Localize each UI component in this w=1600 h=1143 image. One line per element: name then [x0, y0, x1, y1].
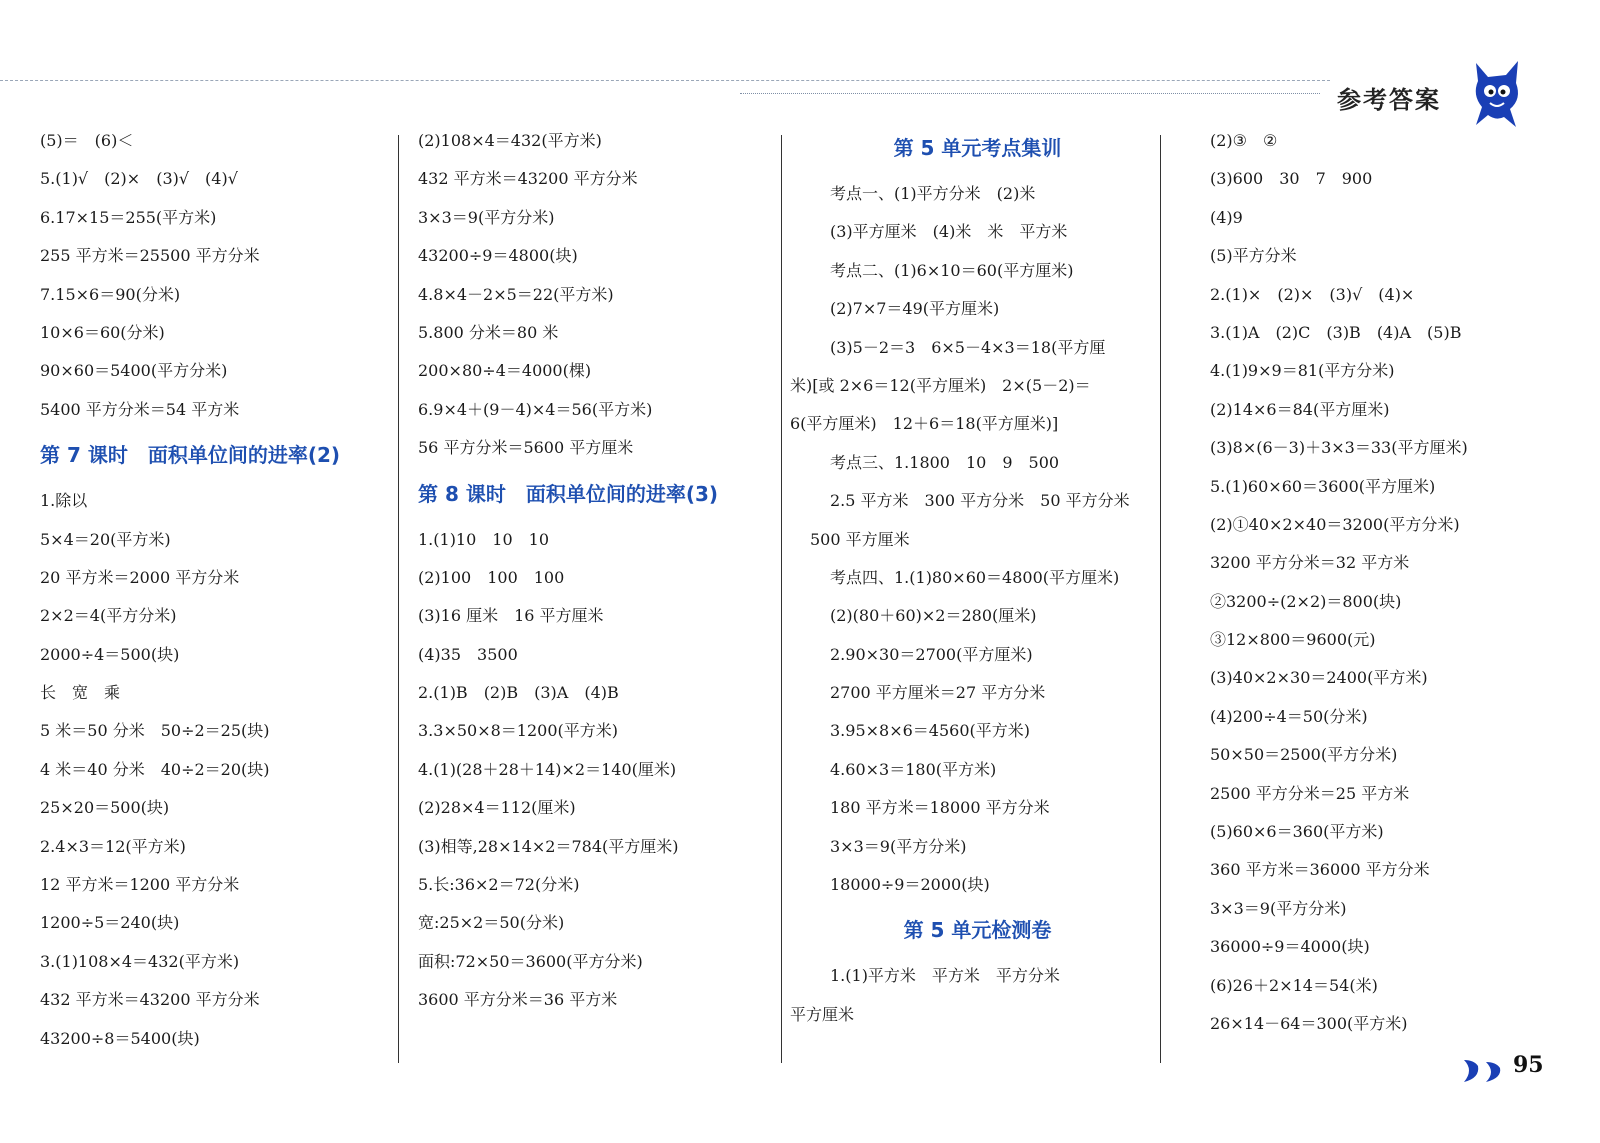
answer-line: 2.4×3＝12(平方米)	[40, 836, 186, 856]
answer-line: (2)100 100 100	[418, 567, 565, 587]
answer-line: 18000÷9＝2000(块)	[830, 875, 990, 895]
header-title: 参考答案	[1337, 86, 1441, 114]
answer-line: (2)14×6＝84(平方厘米)	[1210, 399, 1390, 419]
answer-line: 50×50＝2500(平方分米)	[1210, 745, 1398, 765]
answer-line: 255 平方米＝25500 平方分米	[40, 246, 260, 266]
answer-line: 3600 平方分米＝36 平方米	[418, 990, 618, 1010]
answer-line: 5 米＝50 分米 50÷2＝25(块)	[40, 721, 270, 741]
answer-line: 4.(1)(28＋28＋14)×2＝140(厘米)	[418, 759, 677, 779]
answer-line: 3×3＝9(平方分米)	[830, 836, 967, 856]
answer-line: 10×6＝60(分米)	[40, 322, 165, 342]
answer-line: ②3200÷(2×2)＝800(块)	[1210, 591, 1402, 611]
answer-line: 平方厘米	[790, 1004, 855, 1024]
answer-line: (2)(80＋60)×2＝280(厘米)	[830, 606, 1037, 626]
answer-line: 2.5 平方米 300 平方分米 50 平方分米	[830, 491, 1130, 511]
answer-line: ③12×800＝9600(元)	[1210, 630, 1376, 650]
answer-line: 2×2＝4(平方分米)	[40, 606, 177, 626]
answer-line: 56 平方分米＝5600 平方厘米	[418, 438, 634, 458]
answer-line: (3)16 厘米 16 平方厘米	[418, 606, 604, 626]
answer-line: 3×3＝9(平方分米)	[418, 207, 555, 227]
answer-line: 3.(1)108×4＝432(平方米)	[40, 951, 240, 971]
answer-line: 360 平方米＝36000 平方分米	[1210, 860, 1430, 880]
answer-line: (4)200÷4＝50(分米)	[1210, 706, 1368, 726]
answer-line: 2.90×30＝2700(平方厘米)	[830, 644, 1033, 664]
answer-line: 5400 平方分米＝54 平方米	[40, 399, 240, 419]
answer-line: (3)5－2＝3 6×5－4×3＝18(平方厘	[830, 337, 1106, 357]
answer-line: (2)③ ②	[1210, 131, 1278, 150]
answer-line: 面积:72×50＝3600(平方分米)	[418, 951, 643, 971]
answer-line: (5)＝ (6)＜	[40, 131, 134, 150]
answer-line: 4.60×3＝180(平方米)	[830, 759, 997, 779]
cartoon-mascot-icon	[1466, 55, 1528, 129]
answer-line: 2500 平方分米＝25 平方米	[1210, 783, 1410, 803]
answer-line: 考点三、1.1800 10 9 500	[830, 452, 1060, 472]
answer-line: (5)60×6＝360(平方米)	[1210, 822, 1384, 842]
answer-line: 宽:25×2＝50(分米)	[418, 913, 565, 933]
section-heading: 第 5 单元考点集训	[893, 136, 1062, 160]
answer-line: 20 平方米＝2000 平方分米	[40, 567, 240, 587]
answer-line: 3200 平方分米＝32 平方米	[1210, 553, 1410, 573]
answer-line: 43200÷8＝5400(块)	[40, 1028, 200, 1048]
answer-line: 26×14－64＝300(平方米)	[1210, 1013, 1408, 1033]
answer-line: 6.9×4＋(9－4)×4＝56(平方米)	[418, 399, 653, 419]
answer-line: 6.17×15＝255(平方米)	[40, 207, 217, 227]
answer-line: 考点一、(1)平方分米 (2)米	[830, 184, 1036, 203]
answer-line: (2)①40×2×40＝3200(平方分米)	[1210, 514, 1460, 534]
answer-line: 90×60＝5400(平方分米)	[40, 361, 228, 381]
answer-line: 25×20＝500(块)	[40, 798, 170, 818]
answer-line: 4.8×4－2×5＝22(平方米)	[418, 284, 614, 304]
column-1	[40, 122, 390, 1058]
answer-line: 12 平方米＝1200 平方分米	[40, 875, 240, 895]
answer-line: (3)40×2×30＝2400(平方米)	[1210, 668, 1428, 688]
answer-line: (3)8×(6－3)＋3×3＝33(平方厘米)	[1210, 438, 1468, 458]
answer-line: (3)600 30 7 900	[1210, 169, 1373, 189]
crescent-moons-icon	[1458, 1056, 1506, 1086]
column-4	[1210, 122, 1565, 1043]
answer-line: (2)7×7＝49(平方厘米)	[830, 299, 1000, 319]
section-heading: 第 8 课时 面积单位间的进率(3)	[418, 481, 719, 506]
answer-line: 1.(1)平方米 平方米 平方分米	[830, 966, 1060, 986]
answer-line: 432 平方米＝43200 平方分米	[418, 169, 638, 189]
answer-line: 1.除以	[40, 491, 88, 511]
answer-line: (3)相等,28×14×2＝784(平方厘米)	[418, 836, 679, 856]
answer-line: 2700 平方厘米＝27 平方分米	[830, 683, 1046, 703]
column-divider-1	[398, 135, 399, 1063]
column-divider-3	[1160, 135, 1161, 1063]
answer-line: (5)平方分米	[1210, 246, 1297, 266]
header-dashed-line	[0, 80, 1330, 81]
answer-line: 米)[或 2×6＝12(平方厘米) 2×(5－2)＝	[790, 375, 1091, 395]
page-number: 95	[1513, 1052, 1544, 1078]
answer-line: 3.95×8×6＝4560(平方米)	[830, 721, 1031, 741]
answer-line: 考点四、1.(1)80×60＝4800(平方厘米)	[830, 567, 1120, 587]
answer-line: 7.15×6＝90(分米)	[40, 284, 181, 304]
answer-line: 180 平方米＝18000 平方分米	[830, 798, 1050, 818]
section-heading: 第 5 单元检测卷	[903, 918, 1052, 943]
header-dotted-line	[740, 93, 1320, 94]
answer-line: 2000÷4＝500(块)	[40, 644, 180, 664]
section-heading: 第 7 课时 面积单位间的进率(2)	[40, 443, 341, 468]
answer-line: (4)9	[1210, 207, 1243, 227]
answer-line: 5.(1)√ (2)× (3)√ (4)√	[40, 169, 238, 189]
answer-line: (2)108×4＝432(平方米)	[418, 131, 602, 150]
answer-line: 5.长:36×2＝72(分米)	[418, 875, 580, 895]
answer-line: 3×3＝9(平方分米)	[1210, 898, 1347, 918]
column-divider-2	[781, 135, 782, 1063]
answer-line: 36000÷9＝4000(块)	[1210, 937, 1370, 957]
answer-line: 3.(1)A (2)C (3)B (4)A (5)B	[1210, 322, 1462, 342]
answer-line: 200×80÷4＝4000(棵)	[418, 361, 592, 381]
answer-line: 5.(1)60×60＝3600(平方厘米)	[1210, 476, 1436, 496]
answer-line: (6)26＋2×14＝54(米)	[1210, 975, 1378, 995]
answer-line: 长 宽 乘	[40, 683, 121, 703]
answer-line: 3.3×50×8＝1200(平方米)	[418, 721, 619, 741]
answer-line: 2.(1)× (2)× (3)√ (4)×	[1210, 284, 1415, 304]
answer-line: 4.(1)9×9＝81(平方分米)	[1210, 361, 1395, 381]
answer-line: 5×4＝20(平方米)	[40, 529, 171, 549]
answer-line: (2)28×4＝112(厘米)	[418, 798, 576, 818]
answer-line: (3)平方厘米 (4)米 米 平方米	[830, 222, 1068, 242]
answer-line: 2.(1)B (2)B (3)A (4)B	[418, 683, 619, 703]
answer-line: 500 平方厘米	[810, 529, 910, 549]
answer-line: (4)35 3500	[418, 644, 518, 664]
answer-line: 5.800 分米＝80 米	[418, 322, 559, 342]
answer-line: 43200÷9＝4800(块)	[418, 246, 578, 266]
answer-line: 4 米＝40 分米 40÷2＝20(块)	[40, 759, 270, 779]
answer-line: 432 平方米＝43200 平方分米	[40, 990, 260, 1010]
column-2	[418, 122, 768, 1020]
answer-line: 考点二、(1)6×10＝60(平方厘米)	[830, 260, 1074, 280]
column-3	[790, 122, 1165, 1034]
answer-line: 1200÷5＝240(块)	[40, 913, 180, 933]
answer-line: 6(平方厘米) 12＋6＝18(平方厘米)]	[790, 414, 1059, 434]
answer-line: 1.(1)10 10 10	[418, 529, 550, 549]
